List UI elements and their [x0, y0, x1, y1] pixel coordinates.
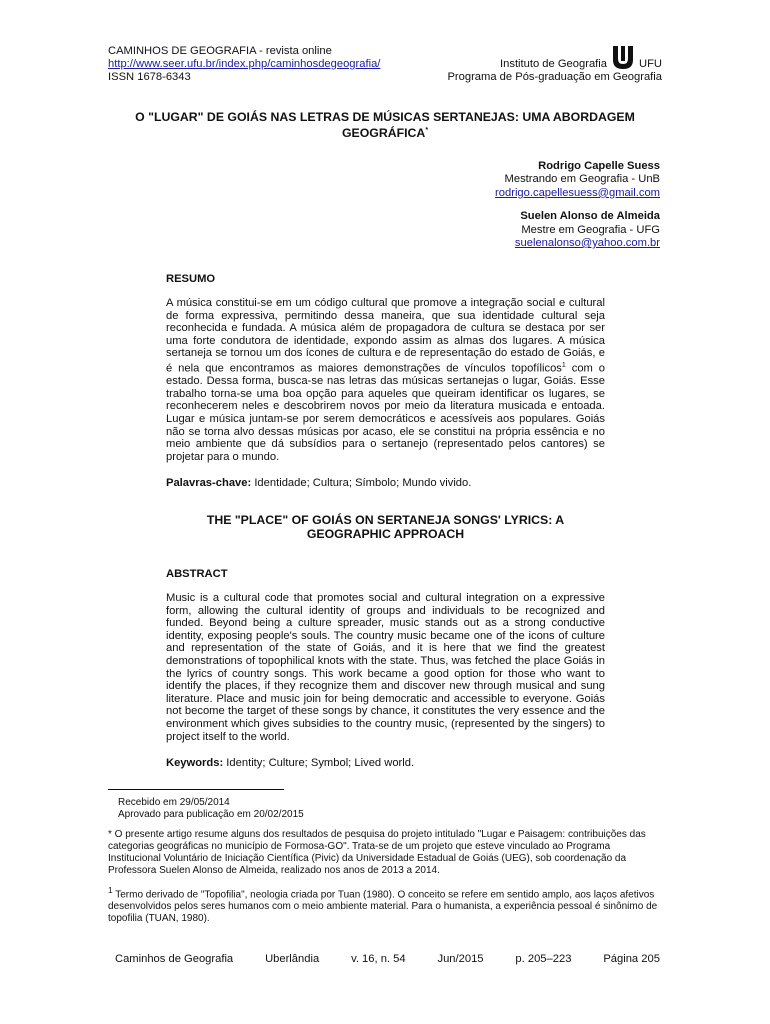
footer-page-number: Página 205	[603, 953, 660, 965]
title-line-1: O "LUGAR" DE GOIÁS NAS LETRAS DE MÚSICAS SERTANEJAS: UMA ABORDAGEM	[135, 110, 635, 124]
resumo-heading: RESUMO	[166, 273, 216, 285]
authors	[360, 160, 660, 250]
resumo-section	[166, 273, 605, 490]
resumo-text	[166, 297, 605, 463]
author-name: Suelen Alonso de Almeida	[520, 210, 660, 223]
english-title	[166, 513, 605, 541]
footer-journal: Caminhos de Geografia	[115, 953, 234, 965]
author-2	[360, 210, 660, 250]
footnote-mark: 1	[561, 361, 566, 369]
author-role: Mestrando em Geografia - UnB	[504, 173, 660, 186]
title-line-2: GEOGRÁFICA	[341, 126, 426, 141]
journal-name: CAMINHOS DE GEOGRAFIA - revista online	[108, 45, 332, 57]
footnote-1-text: Termo derivado de "Topofilia", neologia criada por Tuan (1980). O conceito se refere em sentido amplo, aos laços afetivos desenvolvidos pelos seres humanos com o meio ambiente material. Para o humanista, a experiência pessoal é sinônimo de topofilia (TUAN, 1980).	[108, 889, 658, 925]
footer-pages: p. 205–223	[515, 953, 572, 965]
author-role: Mestre em Geografia - UFG	[521, 223, 660, 236]
author-email-link[interactable]: suelenalonso@yahoo.com.br	[514, 237, 660, 250]
english-title-line-2: GEOGRAPHIC APPROACH	[306, 527, 465, 541]
keywords-label: Palavras-chave:	[166, 477, 252, 490]
resumo-text-a: A música constitui-se em um código cultural que promove a integração social e cultural de forma expressiva, permitindo dessa maneira, que sua identidade cultural seja reconhecida e fundada. A música além de propagadora de cultura se destaca por ser uma forte condutora de identidade, expondo assim as almas dos lugares. A música sertaneja se tornou um dos ícones de cultura e de representação do estado de Goiás, e é nela que encontramos as maiores demonstrações de vínculos topofílicos	[166, 297, 605, 375]
journal-url-link[interactable]: http://www.seer.ufu.br/index.php/caminhosdegeografia/	[108, 58, 381, 70]
institute-name: Instituto de Geografia	[500, 58, 607, 70]
keywords-values: Identidade; Cultura; Símbolo; Mundo vivido.	[251, 477, 472, 490]
submission-dates	[108, 797, 662, 821]
author-name: Rodrigo Capelle Suess	[538, 160, 660, 172]
paper-title	[108, 110, 662, 140]
keywords-values: Identity; Culture; Symbol; Lived world.	[223, 757, 415, 770]
resumo-text-b: com o estado. Dessa forma, busca-se nas letras das músicas sertanejas o lugar, Goiás. Esse trabalho torna-se uma boa opção para aqueles que queiram identificar os lugares, se reconhecerem neles e descobrirem novos por meio da literatura musicada e entoada. Lugar e música juntam-se por serem democráticos e acessíveis aos populares. Goiás não se torna alvo dessas músicas por acaso, ele se constitui na própria essência e no meio ambiente que dá subsídios para o sertanejo (representado pelos cantores) se projetar para o mundo.	[166, 362, 605, 463]
footer-date: Jun/2015	[437, 953, 484, 965]
header-left	[108, 45, 380, 84]
issn: ISSN 1678-6343	[108, 71, 191, 83]
footnote-1	[108, 884, 662, 925]
english-title-line-1: THE "PLACE" OF GOIÁS ON SERTANEJA SONGS' LYRICS: A	[206, 513, 565, 527]
header-right	[402, 45, 662, 84]
abstract-text: Music is a cultural code that promotes social and cultural integration on a expressive form, allowing the cultural identity of groups and individuals to be recognized and funded. Beyond being a culture spreader, music stands out as a strong conductive identity, exposing people's souls. The country music became one of the icons of culture and representation of the state of Goiás, and it is here that we find the greatest demonstrations of topophilical knots with the state. Thus, was fetched the place Goiás in the lyrics of country songs. This work became a good option for those who want to identify the places, if they recognize them and discover new through musical and sung literature. Place and music join for being democratic and accessible to everyone. Goiás not become the target of these songs by chance, it constitutes the very essence and the environment which gives subsidies to the country music, (represented by the singers) to project itself to the world.	[166, 592, 605, 743]
abstract-heading: ABSTRACT	[166, 568, 228, 580]
abstract-keywords	[166, 757, 605, 770]
footer-volume: v. 16, n. 54	[351, 953, 406, 965]
title-footnote-mark: *	[425, 127, 429, 134]
footer-city: Uberlândia	[265, 953, 320, 965]
footnote-divider	[108, 789, 284, 790]
received-date: Recebido em 29/05/2014	[118, 797, 230, 808]
star-footnote: * O presente artigo resume alguns dos resultados de pesquisa do projeto intitulado "Lugar e Paisagem: contribuições das categorias geográficas no município de Formosa-GO". Trata-se de um projeto que esteve vinculado ao Programa Institucional Voluntário de Iniciação Científica (Pivic) da Universidade Estadual de Goiás (UEG), sob coordenação da Professora Suelen Alonso de Almeida, realizado nos anos de 2013 a 2014.	[108, 829, 646, 876]
abstract-section	[166, 568, 605, 770]
author-email-link[interactable]: rodrigo.capellesuess@gmail.com	[495, 186, 660, 199]
program-name: Programa de Pós-graduação em Geografia	[447, 71, 662, 83]
approved-date: Aprovado para publicação em 20/02/2015	[118, 809, 304, 820]
resumo-keywords	[166, 477, 605, 490]
author-1	[360, 160, 660, 200]
page-footer	[115, 953, 660, 965]
keywords-label: Keywords:	[166, 757, 224, 770]
footnote-1-mark: 1	[108, 885, 113, 895]
university-name: UFU	[639, 58, 662, 70]
ufu-logo-icon	[611, 45, 635, 71]
